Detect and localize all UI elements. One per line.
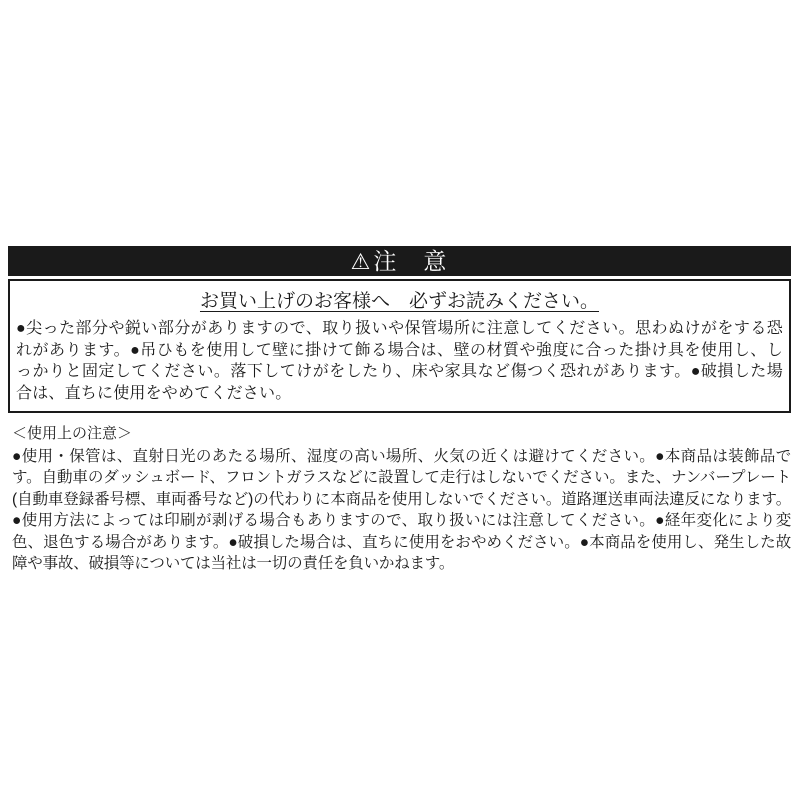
caution-heading-text: お買い上げのお客様へ 必ずお読みください。 bbox=[199, 291, 599, 312]
caution-banner bbox=[8, 246, 791, 276]
usage-notes-body: ●使用・保管は、直射日光のあたる場所、湿度の高い場所、火気の近くは避けてください。●本商品は装飾品です。自動車のダッシュボード、フロントガラスなどに設置して走行はしないでください。また、ナンバープレート(自動車登録番号標、車両番号など)の代わりに本商品を使用しないでください。道路運送車両法違反になります。●使用方法によっては印刷が剥げる場合もありますので、取り扱いには注意してください。●経年変化により変色、退色する場合があります。●破損した場合は、直ちに使用をおやめください。●本商品を使用し、発生した故障や事故、破損等については当社は一切の責任を負いかねます。 bbox=[12, 448, 791, 573]
caution-banner-title: 注 意 bbox=[373, 248, 449, 274]
caution-heading bbox=[16, 286, 783, 313]
usage-notes-heading: ＜使用上の注意＞ bbox=[12, 425, 133, 442]
caution-notice bbox=[8, 246, 791, 574]
caution-box bbox=[8, 279, 791, 413]
caution-body-text: ●尖った部分や鋭い部分がありますので、取り扱いや保管場所に注意してください。思わぬけがをする恐れがあります。●吊ひもを使用して壁に掛けて飾る場合は、壁の材質や強度に合った掛け具を使用し、しっかりと固定してください。落下してけがをしたり、床や家具など傷つく恐れがあります。●破損した場合は、直ちに使用をやめてください。 bbox=[16, 320, 783, 402]
usage-notes-section bbox=[8, 422, 791, 574]
warning-triangle-icon: ⚠ bbox=[350, 249, 371, 274]
